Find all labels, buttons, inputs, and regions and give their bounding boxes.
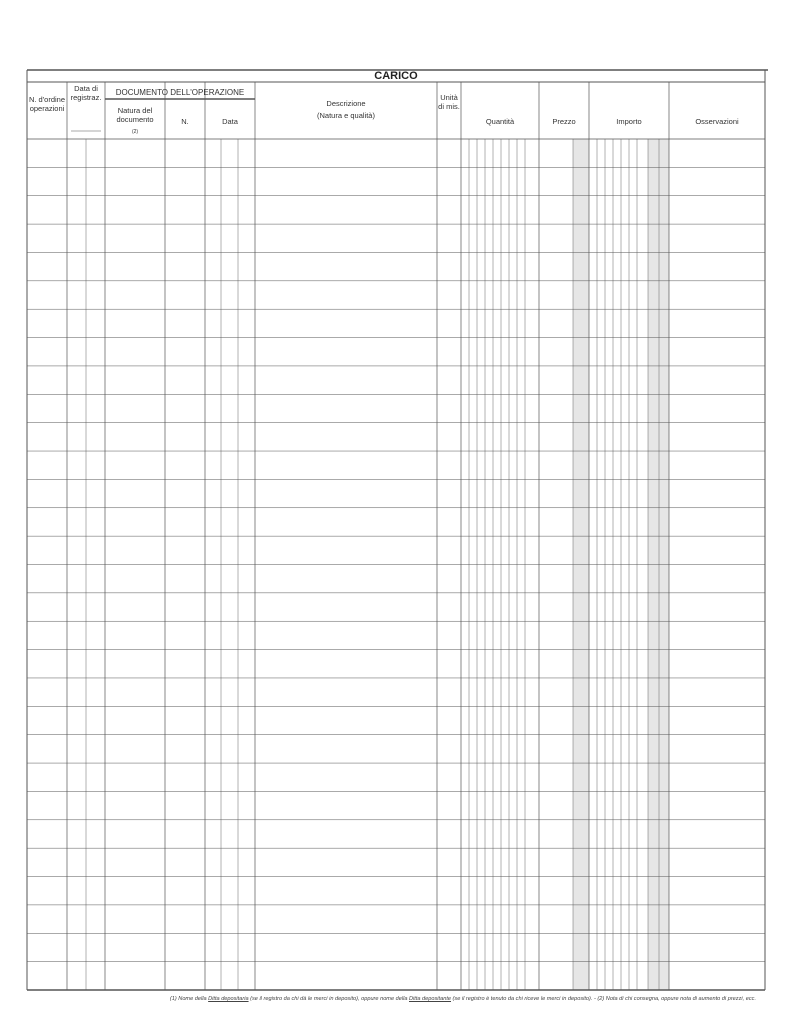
header-unita-misura: Unità di mis.: [438, 93, 460, 111]
header-numero: N.: [181, 117, 189, 126]
header-importo: Importo: [616, 117, 642, 126]
header-natura-note: (2): [131, 129, 139, 135]
header-data: Data: [222, 117, 238, 126]
page-title: CARICO: [374, 70, 418, 82]
header-natura-qualita: (Natura e qualità): [317, 111, 375, 120]
header-natura-documento: Natura del documento: [116, 106, 154, 124]
header-n-ordine: N. d'ordine operazioni: [28, 95, 66, 113]
header-prezzo: Prezzo: [552, 117, 576, 126]
header-data-registrazione: Data di registraz.: [70, 84, 102, 102]
header-documento-operazione: DOCUMENTO DELL'OPERAZIONE: [115, 88, 245, 97]
header-descrizione: Descrizione: [326, 99, 366, 108]
header-quantita: Quantità: [485, 117, 515, 126]
header-osservazioni: Osservazioni: [695, 117, 739, 126]
footnote: (1) Nome della Ditta depositaria (se il registro da chi dà le merci in deposito), oppure nome della Ditta depositante (se il registro è tenuto da chi riceve le merci in deposito). - (2) Nota di chi consegna, oppure nota di aumento di prezzi, ecc.: [169, 996, 756, 1002]
